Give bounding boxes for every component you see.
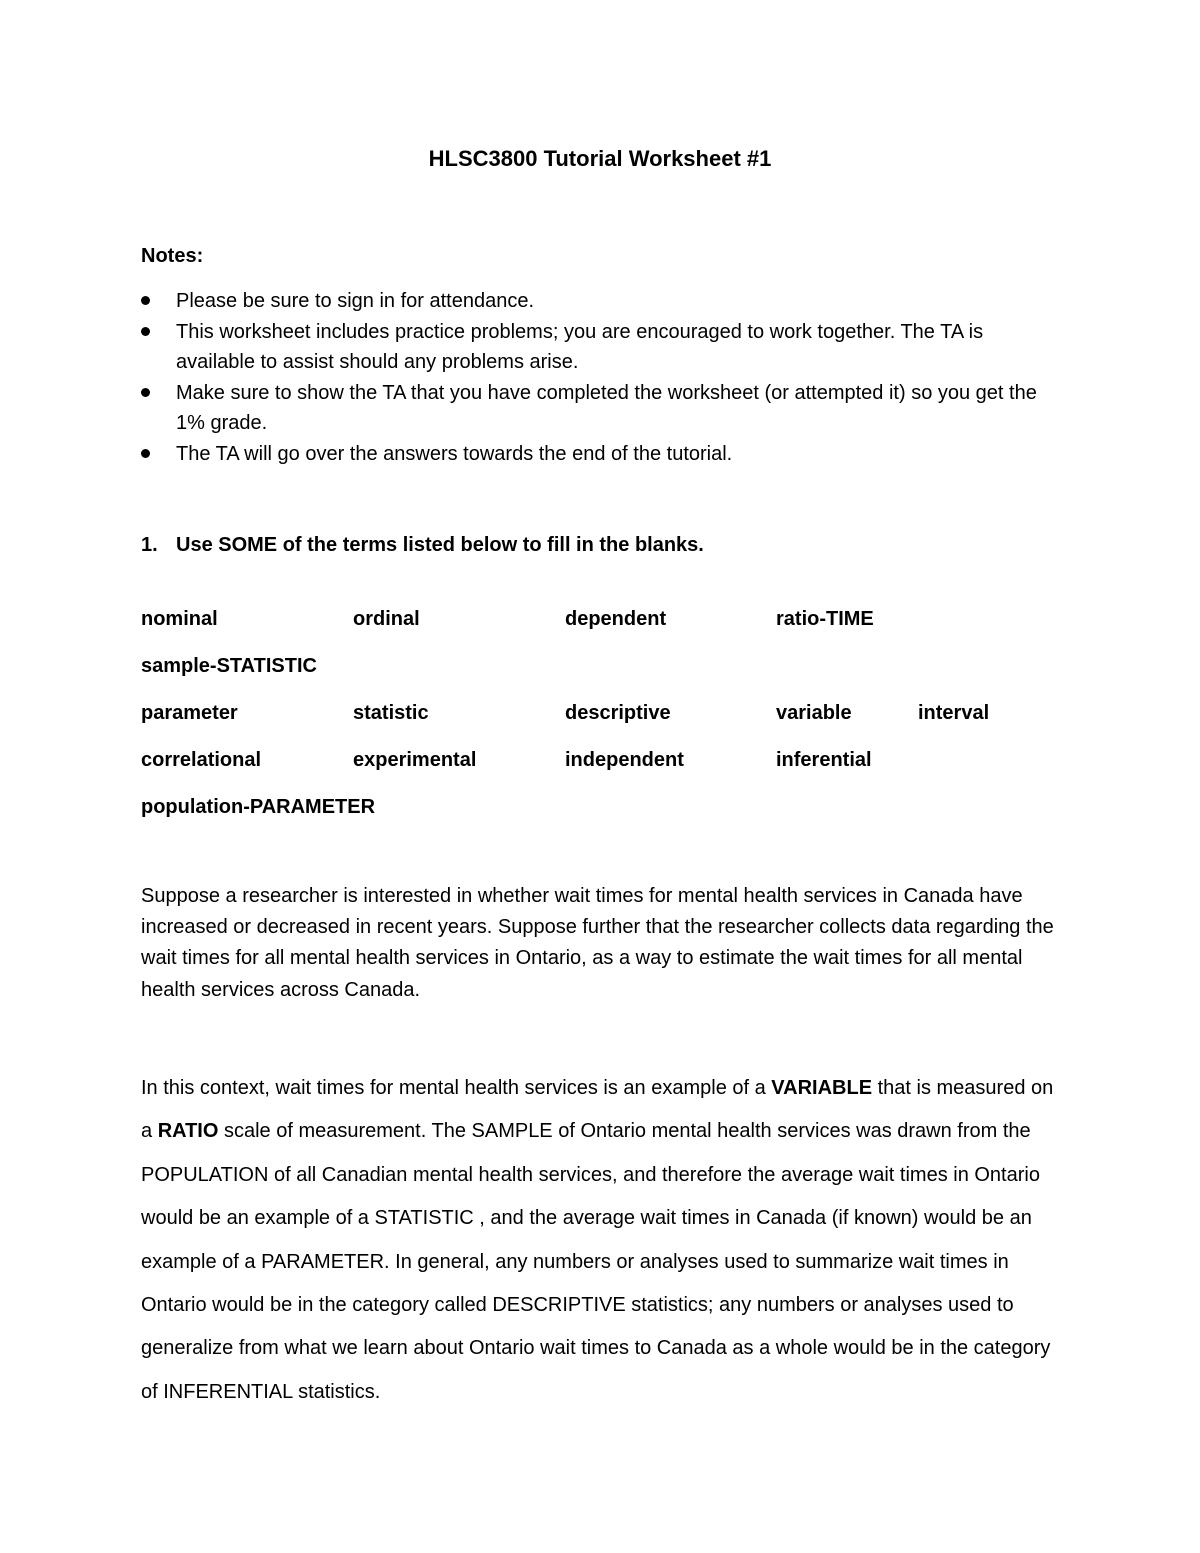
term-correlational: correlational — [141, 749, 262, 771]
answer-text: scale of measurement. The SAMPLE of Ontario mental health services was drawn from the POPULATION of all Canadian mental health services, and therefore the average wait times in Ontario would be an example of a STATISTIC , and the average wait times in Canada (if known) would be an example of a PARAMETER. In general, any numbers or analyses used to summarize wait times in Ontario would be in the category called DESCRIPTIVE statistics; any numbers or analyses used to generalize from what we learn about Ontario wait times to Canada as a whole would be in the category of INFERENTIAL statistics. — [141, 1120, 1051, 1403]
scenario-paragraph: Suppose a researcher is interested in whether wait times for mental health services in Canada have increased or decreased in recent years. Suppose further that the researcher collects data regarding the wait times for all mental health services in Ontario, as a way to estimate the wait times for all mental health services across Canada. — [141, 885, 1054, 1001]
term-population: population-PARAMETER — [141, 796, 376, 818]
term-row — [141, 697, 1061, 744]
note-text: The TA will go over the answers towards the end of the tutorial. — [176, 442, 733, 465]
bullet-icon — [141, 296, 150, 305]
notes-list — [141, 286, 1061, 469]
term-dependent: dependent — [565, 608, 667, 630]
list-item — [141, 286, 1061, 317]
note-text: Make sure to show the TA that you have completed the worksheet (or attempted it) so you get the 1% grade. — [176, 381, 1037, 434]
question-1-prompt — [141, 530, 704, 560]
term-row — [141, 744, 1061, 791]
page-title: HLSC3800 Tutorial Worksheet #1 — [428, 146, 772, 171]
term-variable: variable — [776, 702, 852, 724]
term-bank — [141, 603, 1061, 838]
bullet-icon — [141, 327, 150, 336]
answer-text: that is measured on a — [141, 1077, 1054, 1143]
question-text: Use SOME of the terms listed below to fill in the blanks. — [176, 534, 704, 556]
note-text: Please be sure to sign in for attendance. — [176, 290, 535, 312]
term-ordinal: ordinal — [353, 608, 420, 630]
list-item — [141, 439, 1061, 470]
term-row — [141, 650, 1061, 697]
answer-variable: VARIABLE — [771, 1077, 873, 1099]
answer-text: In this context, wait times for mental health services is an example of a — [141, 1077, 772, 1099]
term-statistic: statistic — [353, 702, 429, 724]
term-descriptive: descriptive — [565, 702, 671, 724]
term-nominal: nominal — [141, 608, 218, 630]
term-inferential: inferential — [776, 749, 872, 771]
question-number: 1. — [141, 534, 158, 556]
term-parameter: parameter — [141, 702, 238, 724]
term-independent: independent — [565, 749, 684, 771]
list-item — [141, 378, 1061, 439]
term-interval: interval — [918, 702, 990, 724]
term-sample: sample-STATISTIC — [141, 655, 317, 677]
term-ratio: ratio-TIME — [776, 608, 874, 630]
bullet-icon — [141, 388, 150, 397]
term-row — [141, 791, 1061, 838]
notes-heading: Notes: — [141, 245, 204, 267]
note-text: This worksheet includes practice problems; you are encouraged to work together. The TA is available to assist should any problems arise. — [176, 320, 984, 373]
bullet-icon — [141, 449, 150, 458]
term-experimental: experimental — [353, 749, 477, 771]
list-item — [141, 317, 1061, 378]
answer-paragraph — [141, 1067, 1061, 1414]
term-row — [141, 603, 1061, 650]
answer-ratio: RATIO — [157, 1120, 219, 1143]
